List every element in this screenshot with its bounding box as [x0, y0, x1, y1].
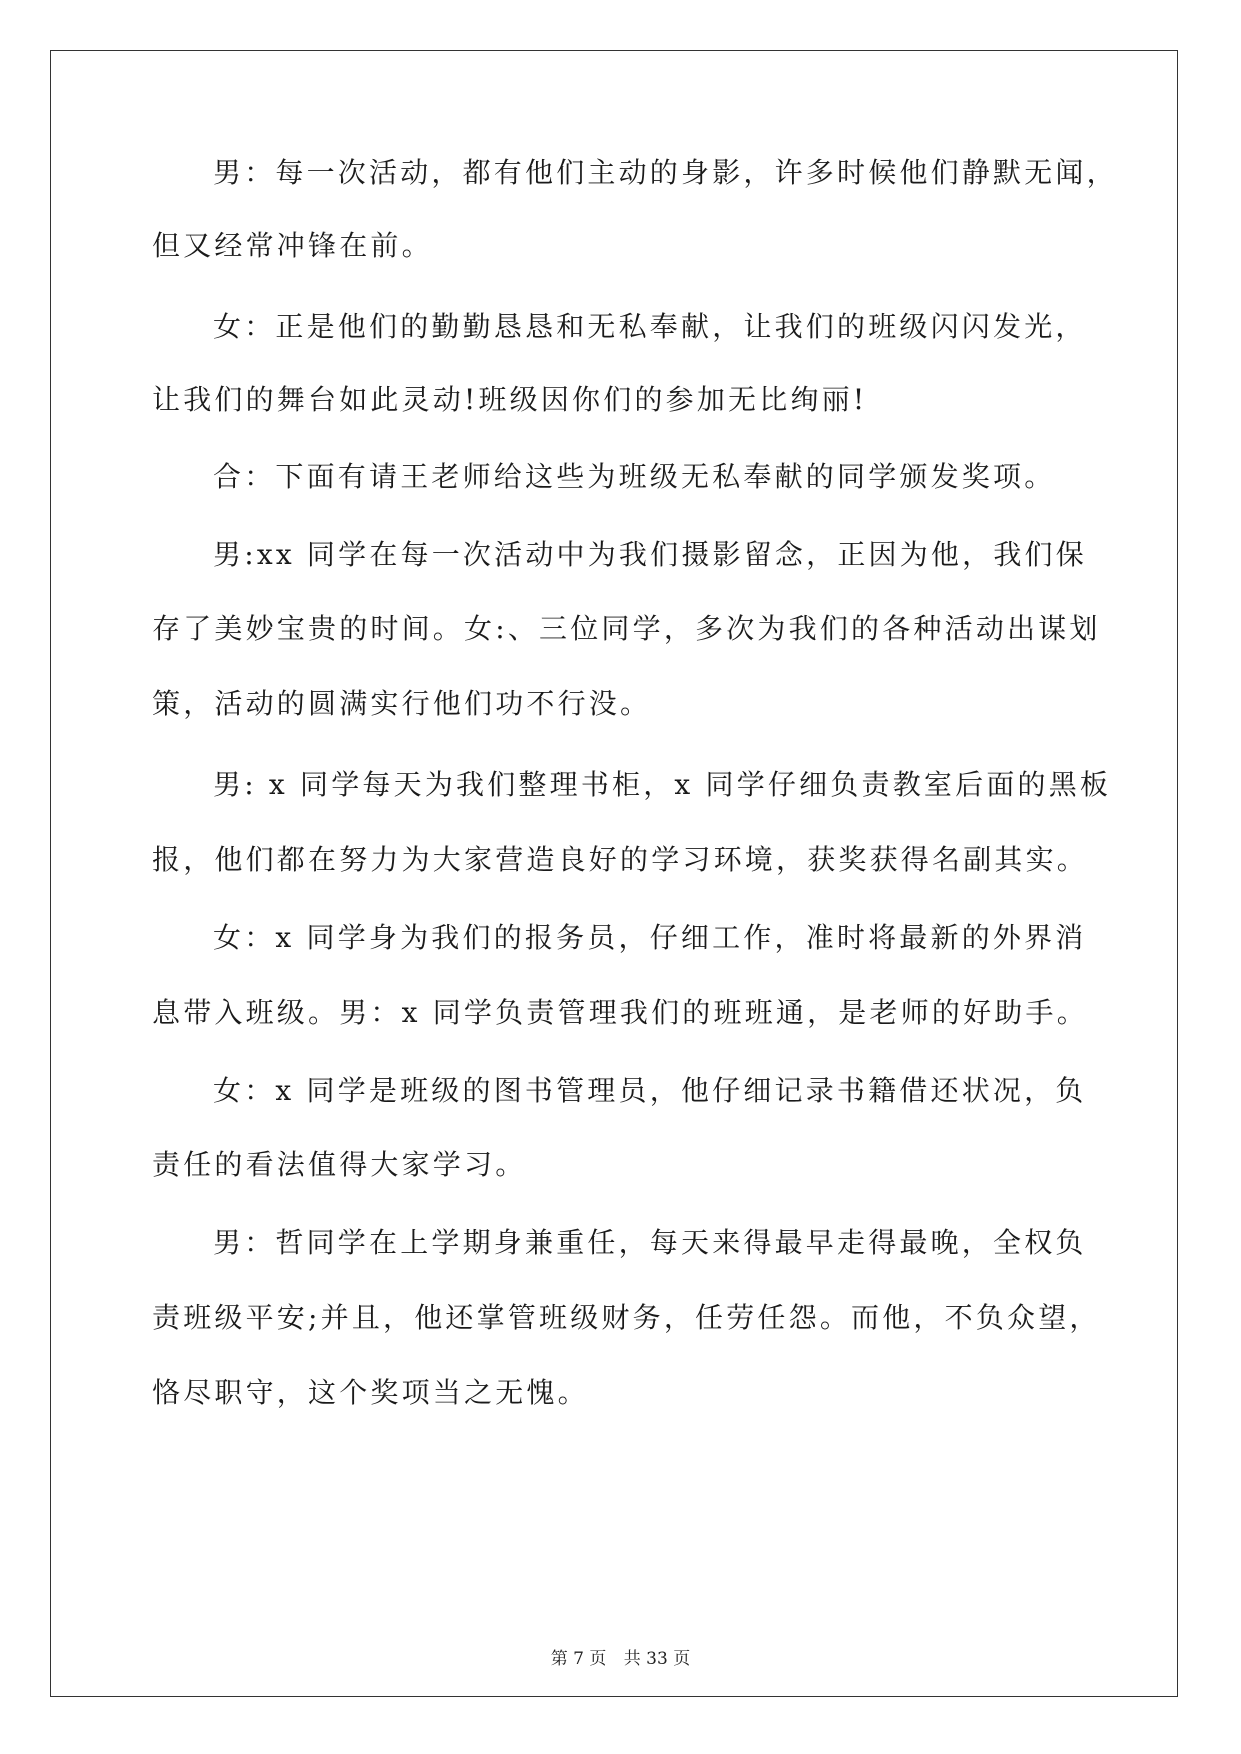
paragraph-line: 报，他们都在努力为大家营造良好的学习环境，获奖获得名副其实。	[152, 843, 1089, 876]
paragraph-line: 女：正是他们的勤勤恳恳和无私奉献，让我们的班级闪闪发光，	[213, 310, 1087, 343]
paragraph-line: 恪尽职守，这个奖项当之无愧。	[152, 1376, 589, 1409]
paragraph-line: 责班级平安;并且，他还掌管班级财务，任劳任怨。而他，不负众望，	[152, 1301, 1101, 1334]
paragraph-line: 策，活动的圆满实行他们功不行没。	[152, 687, 652, 720]
paragraph-line: 男：哲同学在上学期身兼重任，每天来得最早走得最晚，全权负	[213, 1226, 1087, 1259]
paragraph-line: 存了美妙宝贵的时间。女:、三位同学，多次为我们的各种活动出谋划	[152, 612, 1101, 645]
paragraph-line: 男: x 同学每天为我们整理书柜，x 同学仔细负责教室后面的黑板	[213, 768, 1112, 801]
paragraph-line: 息带入班级。男：x 同学负责管理我们的班班通，是老师的好助手。	[152, 996, 1088, 1029]
page-number: 第 7 页	[550, 1649, 607, 1669]
page-footer	[0, 1647, 1241, 1671]
paragraph-line: 女：x 同学身为我们的报务员，仔细工作，准时将最新的外界消	[213, 921, 1087, 954]
paragraph-line: 男:xx 同学在每一次活动中为我们摄影留念，正因为他，我们保	[213, 538, 1087, 571]
paragraph-line: 但又经常冲锋在前。	[152, 229, 433, 262]
paragraph-line: 责任的看法值得大家学习。	[152, 1148, 527, 1181]
paragraph-line: 合：下面有请王老师给这些为班级无私奉献的同学颁发奖项。	[213, 460, 1056, 493]
page-total: 共 33 页	[623, 1649, 691, 1669]
paragraph-line: 让我们的舞台如此灵动!班级因你们的参加无比绚丽!	[152, 383, 868, 416]
paragraph-line: 女：x 同学是班级的图书管理员，他仔细记录书籍借还状况，负	[213, 1074, 1087, 1107]
paragraph-line: 男：每一次活动，都有他们主动的身影，许多时候他们静默无闻，	[213, 156, 1118, 189]
